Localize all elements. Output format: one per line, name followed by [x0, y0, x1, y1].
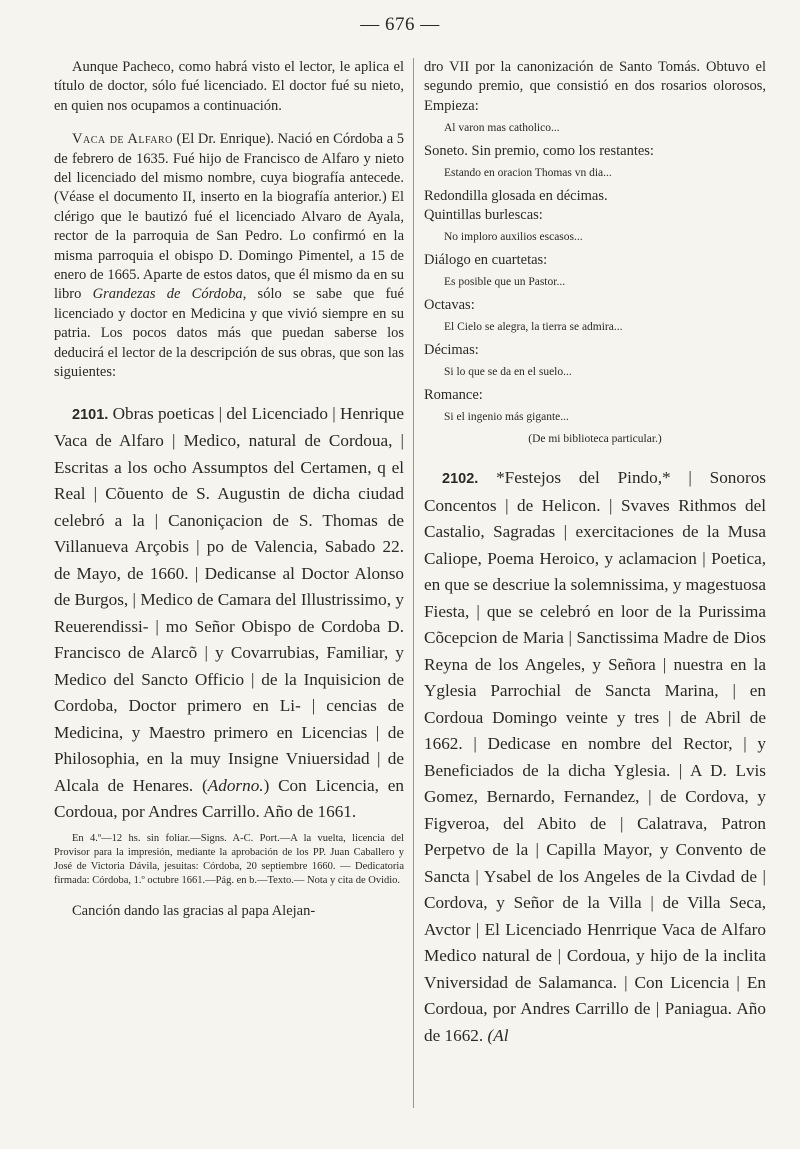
- column-divider: [413, 58, 414, 1108]
- intro-paragraph: Aunque Pacheco, como habrá visto el lector, le aplica el título de doctor, sólo fué licenciado. El doctor fué su nieto, en quien nos ocupamos a continuación.: [54, 59, 404, 114]
- incipit: Es posible que un Pastor...: [444, 276, 566, 289]
- entry-title: Obras poeticas | del Licenciado | Henrique Vaca de Alfaro | Medico, natural de Cordoua, | Escritas a los ocho Assumptos del Certamen, q el Real | Cõuento de S. Augustin de dicha ciudad celebró a la | Canoniçacion de S. Thomas de Villanueva Arçobis | po de Valencia, Sabado 22. de Mayo, de 1660. | Dedicanse al Doctor Alonso de Burgos, | Medico de Camara del Illustrissimo, y Reuerendissi- | mo Señor Obispo de Cordoba D. Francisco de Alarcõ | y Covarrubias, Familiar, y Medico del Sancto Officio | de la Inquisicion de Cordoba, Doctor primero en Li- | cencias de Medicina, y Maestro primero en Licencias | de Philosophia, en la muy Insigne Vniuersidad | de Alcala de Henares. (: [54, 403, 404, 795]
- section-label: Romance:: [424, 387, 483, 404]
- right-column: [424, 58, 766, 1049]
- source-note: (De mi biblioteca particular.): [528, 433, 662, 446]
- entry-note: En 4.º—12 hs. sin foliar.—Signs. A-C. Port.—A la vuelta, licencia del Provisor para la impresión, mediante la aprobación de los PP. Juan Caballero y José de Victoria Dávila, jesuitas: Córdoba, 20 septiembre 1660. — Dedicatoria firmada: Córdoba, 1.º octubre 1661.—Pág. en b.—Texto.— Nota y cita de Ovidio.: [54, 832, 404, 887]
- incipit: Si el ingenio más gigante...: [444, 411, 569, 424]
- entry-number: 2102.: [442, 471, 479, 488]
- section-label: Octavas:: [424, 297, 475, 314]
- author-heading: Vaca de Alfaro: [72, 131, 173, 148]
- biography-paragraph: [54, 130, 404, 382]
- entry-printer-mark: Adorno.: [207, 775, 264, 795]
- entry-number: 2101.: [72, 406, 109, 423]
- entry-continuation: (Al: [487, 1025, 509, 1045]
- left-column: [54, 58, 404, 922]
- book-title: Grandezas de Córdoba: [92, 286, 243, 303]
- section-label: Quintillas burlescas:: [424, 207, 543, 224]
- section-label: Diálogo en cuartetas:: [424, 252, 548, 269]
- entry-imprint: ) Con Licencia, en Cordoua, por Andres Carrillo. Año de 1661.: [54, 775, 404, 821]
- continuation-paragraph: dro VII por la canonización de Santo Tomás. Obtuvo el segundo premio, que consistió en dos rosarios olorosos, Empieza:: [424, 59, 766, 114]
- incipit: Al varon mas catholico...: [444, 122, 560, 135]
- entry-2102: [424, 465, 766, 1049]
- cancion-line: Canción dando las gracias al papa Alejan-: [72, 903, 316, 920]
- incipit: El Cielo se alegra, la tierra se admira...: [444, 321, 623, 334]
- incipit: No imploro auxilios escasos...: [444, 231, 583, 244]
- entry-title: *Festejos del Pindo,* | Sonoros Concentos | de Helicon. | Svaves Rithmos del Castalio, Sagradas | exercitaciones de la Musa Caliope, Poema Heroico, y aclamacion | Poetica, en que se descriue la solemnissima, y magestuosa Fiesta, | que se celebró en loor de la Purissima Cõcepcion de Maria | Sanctissima Madre de Dios Reyna de los Angeles, y Señora | nuestra en la Yglesia Parrochial de Sancta Marina, | en Cordoua Domingo veinte y tres | de Abril de 1662. | Dedicase en nombre del Rector, | y Beneficiados de la dicha Yglesia. | A D. Lvis Gomez, Bernardo, Fernandez, | de Cordova, y Figveroa, del Abito de | Calatrava, Patron Perpetvo de la | Capilla Mayor, y Convento de Sancta | Ysabel de los Angeles de la Civdad de | Cordova, y Señor de la Villa | de Villa Seca, Avctor | El Licenciado Henrrique Vaca de Alfaro Medico natural de | Cordoua, y hijo de la inclita Vniversidad de Salamanca. | Con Licencia | En Cordoua, por Andres Carrillo de | Paniagua. Año de 1662.: [424, 468, 766, 1045]
- biography-text-end: , sólo se sabe que fué licenciado y doctor en Medicina y que vivió siempre en su patria. Los pocos datos más que puedan saberse los deducirá el lector de la descripción de sus obras, que son las siguientes:: [54, 286, 404, 381]
- entry-2101: [54, 401, 404, 826]
- section-label: Décimas:: [424, 342, 479, 359]
- biography-text: (El Dr. Enrique). Nació en Córdoba a 5 de febrero de 1635. Fué hijo de Francisco de Alfaro y nieto del licenciado del mismo nombre, cuya biografía antecede. (Véase el documento II, inserto en la biografía anterior.) El clérigo que le bautizó fué el licenciado Alvaro de Ayala, rector de la parroquia de San Pedro. Lo confirmó en la misma parroquia el obispo D. Domingo Pimentel, a 15 de enero de 1665. Aparte de estos datos, que él mismo da en su libro: [54, 131, 405, 303]
- page-number: — 676 —: [360, 14, 440, 35]
- section-label: Redondilla glosada en décimas.: [424, 188, 608, 205]
- section-label: Soneto. Sin premio, como los restantes:: [424, 143, 654, 160]
- incipit: Estando en oracion Thomas vn dia...: [444, 167, 612, 180]
- incipit: Si lo que se da en el suelo...: [444, 366, 572, 379]
